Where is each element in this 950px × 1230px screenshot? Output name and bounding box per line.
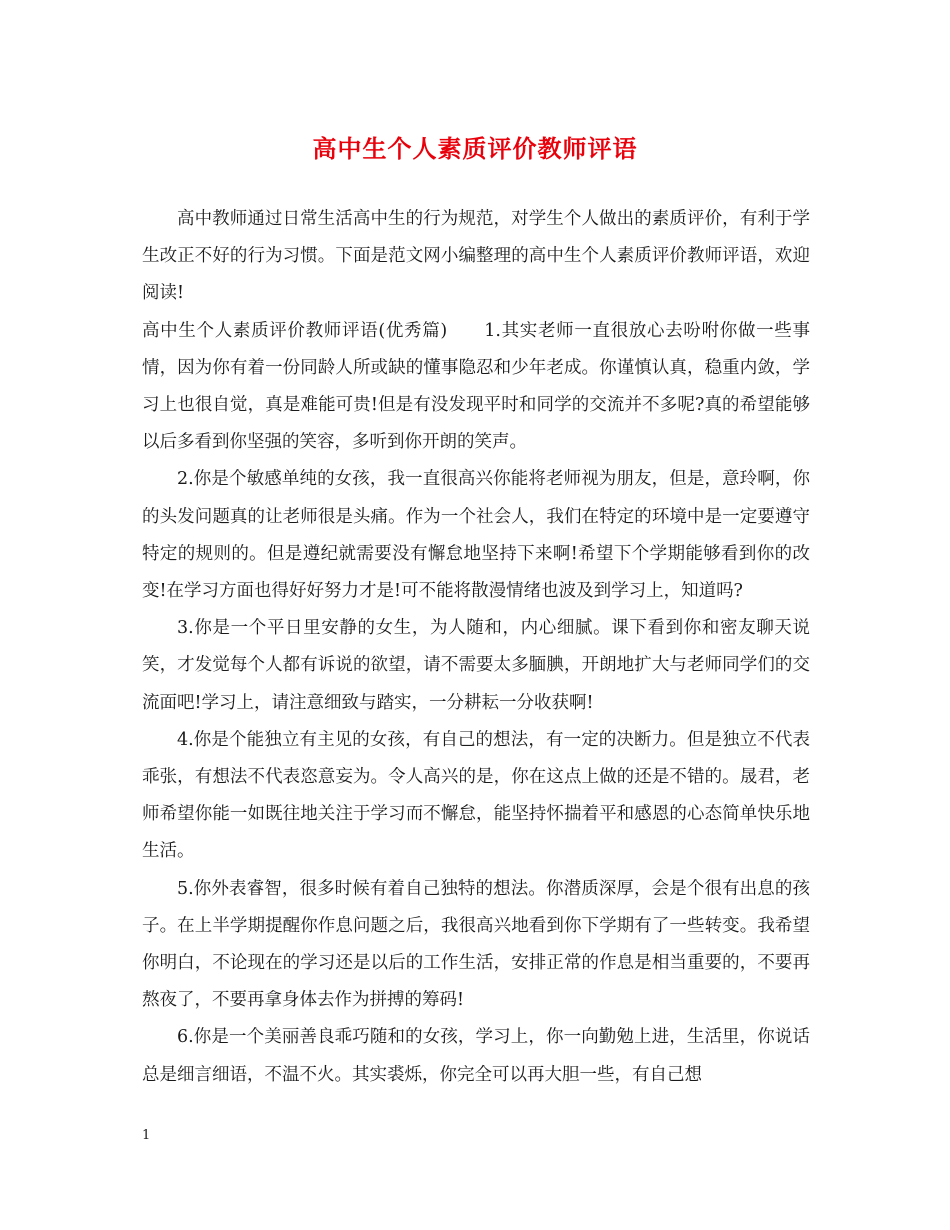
page-number: 1 <box>142 1128 151 1143</box>
document-title: 高中生个人素质评价教师评语 <box>312 134 638 163</box>
comment-paragraph-3: 3.你是一个平日里安静的女生，为人随和，内心细腻。课下看到你和密友聊天说笑，才发觉每个人都有诉说的欲望，请不需要太多腼腆，开朗地扩大与老师同学们的交流面吧!学习上，请注意细致与踏实，一分耕耘一分收获啊! <box>142 618 810 713</box>
comment-paragraph-6: 6.你是一个美丽善良乖巧随和的女孩，学习上，你一向勤勉上进，生活里，你说话总是细言细语，不温不火。其实裘烁，你完全可以再大胆一些，有自己想 <box>142 1027 810 1085</box>
comment-paragraph-2: 2.你是个敏感单纯的女孩，我一直很高兴你能将老师视为朋友，但是，意玲啊，你的头发问题真的让老师很是头痛。作为一个社会人，我们在特定的环境中是一定要遵守特定的规则的。但是遵纪就需要没有懈怠地坚持下来啊!希望下个学期能够看到你的改变!在学习方面也得好好努力才是!可不能将散漫情绪也波及到学习上，知道吗? <box>142 469 810 602</box>
document-body <box>142 201 810 1094</box>
section-heading-paragraph: 高中生个人素质评价教师评语(优秀篇) 1.其实老师一直很放心去吩咐你做一些事情，因为你有着一份同龄人所或缺的懂事隐忍和少年老成。你谨慎认真，稳重内敛，学习上也很自觉，真是难能可贵!但是有没发现平时和同学的交流并不多呢?真的希望能够以后多看到你坚强的笑容，多听到你开朗的笑声。 <box>142 320 810 453</box>
comment-paragraph-4: 4.你是个能独立有主见的女孩，有自己的想法，有一定的决断力。但是独立不代表乖张，有想法不代表恣意妄为。令人高兴的是，你在这点上做的还是不错的。晟君，老师希望你能一如既往地关注于学习而不懈怠，能坚持怀揣着平和感恩的心态简单快乐地生活。 <box>142 729 810 862</box>
comment-paragraph-5: 5.你外表睿智，很多时候有着自己独特的想法。你潜质深厚，会是个很有出息的孩子。在上半学期提醒你作息问题之后，我很高兴地看到你下学期有了一些转变。我希望你明白，不论现在的学习还是以后的工作生活，安排正常的作息是相当重要的，不要再熬夜了，不要再拿身体去作为拼搏的筹码! <box>142 878 810 1011</box>
intro-paragraph: 高中教师通过日常生活高中生的行为规范，对学生个人做出的素质评价，有利于学生改正不好的行为习惯。下面是范文网小编整理的高中生个人素质评价教师评语，欢迎阅读! <box>142 209 810 304</box>
